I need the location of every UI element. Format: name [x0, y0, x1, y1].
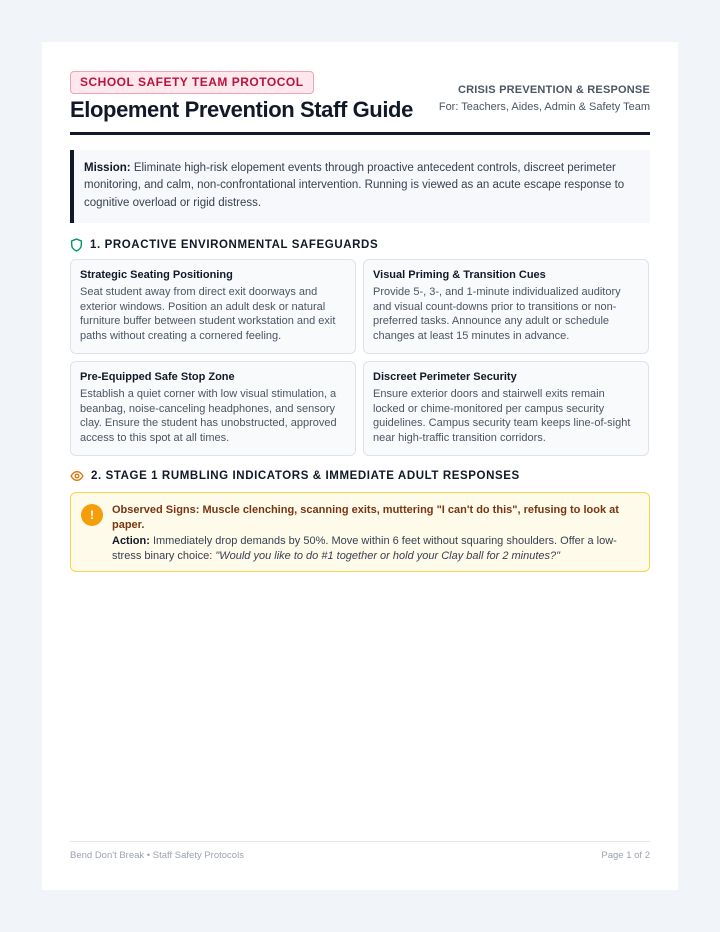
page-footer	[70, 841, 650, 861]
card-title: Strategic Seating Positioning	[80, 269, 233, 281]
section-2-title: 2. STAGE 1 RUMBLING INDICATORS & IMMEDIATE ADULT RESPONSES	[91, 470, 520, 482]
mission-label: Mission:	[84, 162, 131, 174]
page-number: Page 1 of 2	[601, 850, 650, 861]
header-meta	[439, 84, 650, 113]
card-safe-stop-zone	[70, 361, 356, 456]
observed-signs: Observed Signs: Muscle clenching, scanning exits, muttering "I can't do this", refusing to look at paper.	[112, 504, 619, 531]
section-1-heading	[70, 238, 378, 252]
shield-icon	[70, 238, 83, 252]
card-body: Ensure exterior doors and stairwell exits remain locked or chime-monitored per campus security guidelines. Campus security team keeps line-of-sight near high-traffic transition corridors.	[373, 388, 631, 445]
card-title: Discreet Perimeter Security	[373, 371, 517, 383]
action-line	[112, 534, 640, 563]
card-title: Pre-Equipped Safe Stop Zone	[80, 371, 235, 383]
section-1-title: 1. PROACTIVE ENVIRONMENTAL SAFEGUARDS	[90, 239, 379, 251]
mission-box	[70, 150, 650, 223]
card-seating	[70, 259, 356, 354]
card-body: Provide 5-, 3-, and 1-minute individualized auditory and visual count-downs prior to transitions or non-preferred tasks. Announce any adult or schedule changes at least 15 minutes in advance.	[373, 286, 621, 343]
card-visual-priming	[363, 259, 649, 354]
page-title: Elopement Prevention Staff Guide	[70, 97, 413, 122]
header-audience: For: Teachers, Aides, Admin & Safety Team	[438, 101, 650, 113]
rumbling-alert	[70, 492, 650, 572]
section-2-heading	[70, 470, 520, 482]
card-body: Establish a quiet corner with low visual stimulation, a beanbag, noise-canceling headphones, and sensory clay. Ensure the student has unobstructed, approved access to this spot at all times.	[80, 388, 337, 445]
document-header	[70, 71, 650, 135]
footer-left: Bend Don't Break • Staff Safety Protocols	[70, 850, 244, 861]
eye-icon	[70, 470, 84, 482]
card-title: Visual Priming & Transition Cues	[373, 269, 546, 281]
action-text: Immediately drop demands by 50%. Move within 6 feet without squaring shoulders. Offer a low-stress binary choice:	[112, 535, 617, 562]
mission-text: Eliminate high-risk elopement events through proactive antecedent controls, discreet perimeter monitoring, and calm, non-confrontational intervention. Running is viewed as an acute escape response to cognitive overload or rigid distress.	[84, 162, 625, 209]
page-content	[70, 71, 650, 861]
card-body: Seat student away from direct exit doorways and exterior windows. Position an adult desk or natural furniture buffer between student workstation and exit paths without creating a cornered feeling.	[80, 286, 336, 343]
alert-icon: !	[81, 504, 103, 526]
protocol-tag: SCHOOL SAFETY TEAM PROTOCOL	[70, 71, 314, 94]
card-perimeter-security	[363, 361, 649, 456]
action-quote: "Would you like to do #1 together or hold your Clay ball for 2 minutes?"	[215, 549, 561, 562]
document-page	[42, 42, 678, 890]
header-kicker: CRISIS PREVENTION & RESPONSE	[457, 84, 650, 96]
alert-text	[112, 503, 640, 563]
action-label: Action:	[112, 535, 150, 547]
